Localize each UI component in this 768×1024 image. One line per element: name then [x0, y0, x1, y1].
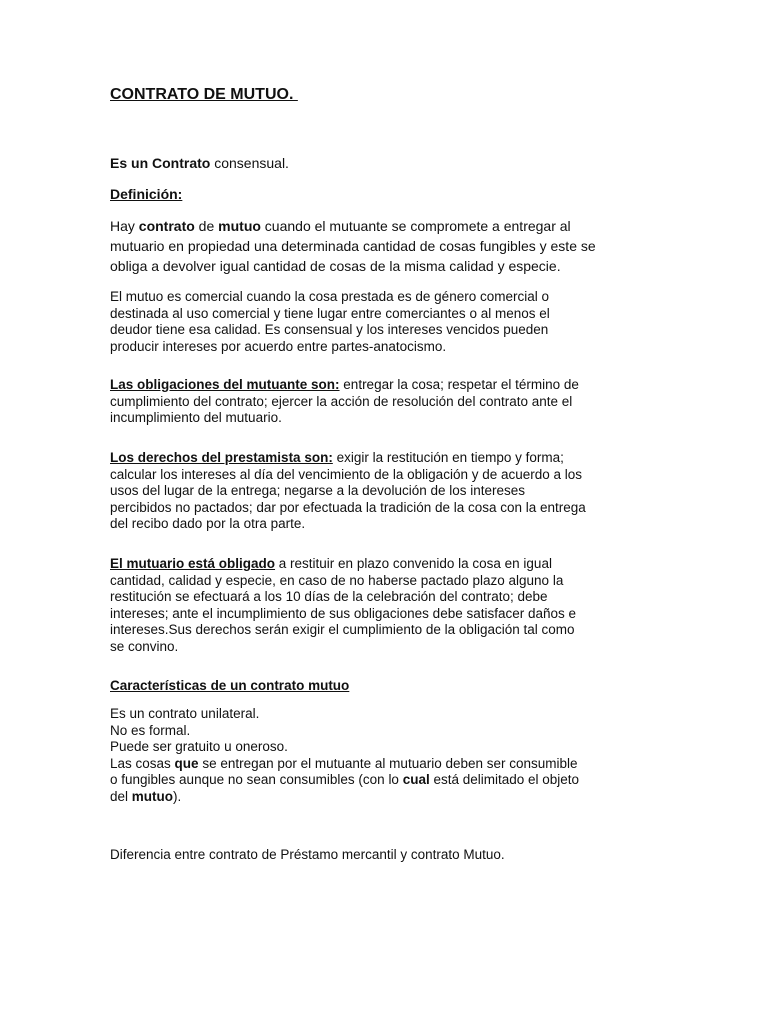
commercial-line: destinada al uso comercial y tiene lugar entre comerciantes o al menos el: [110, 305, 550, 321]
characteristics-text: ).: [173, 788, 182, 804]
rights-prestamista-paragraph: [110, 450, 662, 533]
mutuario-line: intereses; ante el incumplimiento de sus obligaciones debe satisfacer daños e: [110, 605, 577, 621]
characteristics-text: está delimitado el objeto: [429, 772, 580, 787]
rights-line-1: [110, 450, 662, 467]
characteristics-item-last-line-1: [110, 756, 662, 773]
characteristics-item-last-line-3: [110, 789, 662, 806]
document-title: CONTRATO DE MUTUO.: [110, 86, 298, 103]
characteristics-bold-cual: cual: [402, 772, 430, 787]
mutuario-text: a restituir en plazo convenido la cosa en igual: [275, 556, 552, 571]
obligations-line: cumplimiento del contrato; ejercer la acción de resolución del contrato ante el: [110, 393, 573, 409]
commercial-paragraph: [110, 289, 662, 355]
definition-text: de: [194, 218, 219, 234]
definition-line-2: mutuario en propiedad una determinada cantidad de cosas fungibles y este se: [110, 238, 596, 254]
obligations-text: entregar la cosa; respetar el término de: [339, 377, 579, 392]
definition-heading-block: [110, 186, 662, 203]
definition-heading: Definición:: [110, 186, 183, 202]
obligations-mutuante-paragraph: [110, 377, 662, 427]
characteristics-item: Puede ser gratuito u oneroso.: [110, 739, 288, 754]
characteristics-bold-que: que: [174, 755, 199, 771]
definition-bold-contrato: contrato: [138, 218, 195, 234]
rights-line: del recibo dado por la otra parte.: [110, 516, 306, 531]
definition-text: Hay: [110, 218, 139, 234]
intro-rest: consensual.: [210, 155, 289, 171]
definition-paragraph: [110, 216, 662, 276]
rights-line: percibidos no pactados; dar por efectuada la tradición de la cosa con la entrega: [110, 499, 586, 515]
definition-text: cuando el mutuante se compromete a entregar al: [260, 218, 571, 234]
mutuario-obligado-paragraph: [110, 556, 662, 655]
mutuario-line: se convino.: [110, 638, 179, 654]
characteristics-text: del: [110, 788, 132, 804]
characteristics-item-last-line-2: [110, 772, 662, 789]
characteristics-text: Las cosas: [110, 755, 175, 771]
mutuario-line-1: [110, 556, 662, 573]
rights-line: calcular los intereses al día del vencimiento de la obligación y de acuerdo a los: [110, 466, 583, 482]
characteristics-text: o fungibles aunque no sean consumibles (con lo: [110, 772, 403, 787]
intro-bold: Es un Contrato: [110, 155, 211, 171]
characteristics-heading: Características de un contrato mutuo: [110, 678, 350, 693]
characteristics-item: No es formal.: [110, 722, 191, 738]
characteristics-text: se entregan por el mutuante al mutuario deben ser consumible: [198, 755, 578, 771]
commercial-line: producir intereses por acuerdo entre partes-anatocismo.: [110, 338, 447, 354]
rights-heading: Los derechos del prestamista son:: [110, 450, 333, 465]
mutuario-heading: El mutuario está obligado: [110, 556, 276, 571]
rights-text: exigir la restitución en tiempo y forma;: [332, 450, 564, 465]
definition-bold-mutuo: mutuo: [218, 218, 261, 234]
characteristics-item: Es un contrato unilateral.: [110, 706, 260, 721]
mutuario-line: cantidad, calidad y especie, en caso de no haberse pactado plazo alguno la: [110, 572, 564, 588]
commercial-line: deudor tiene esa calidad. Es consensual y los intereses vencidos pueden: [110, 322, 549, 337]
commercial-line: El mutuo es comercial cuando la cosa prestada es de género comercial o: [110, 289, 549, 304]
difference-line: Diferencia entre contrato de Préstamo mercantil y contrato Mutuo.: [110, 847, 505, 862]
characteristics-list: [110, 706, 662, 805]
characteristics-bold-mutuo: mutuo: [131, 788, 174, 804]
mutuario-line: intereses.Sus derechos serán exigir el cumplimiento de la obligación tal como: [110, 622, 575, 637]
obligations-line: incumplimiento del mutuario.: [110, 410, 282, 425]
definition-line-1: [110, 216, 662, 236]
difference-paragraph: [110, 847, 662, 864]
intro-paragraph: [110, 155, 662, 172]
obligations-line-1: [110, 377, 662, 394]
definition-line-3: obliga a devolver igual cantidad de cosas de la misma calidad y especie.: [110, 258, 561, 274]
characteristics-heading-block: [110, 678, 662, 695]
rights-line: usos del lugar de la entrega; negarse a la devolución de los intereses: [110, 483, 526, 498]
mutuario-line: restitución se efectuará a los 10 días de la celebración del contrato; debe: [110, 589, 548, 604]
obligations-heading: Las obligaciones del mutuante son:: [110, 377, 340, 392]
